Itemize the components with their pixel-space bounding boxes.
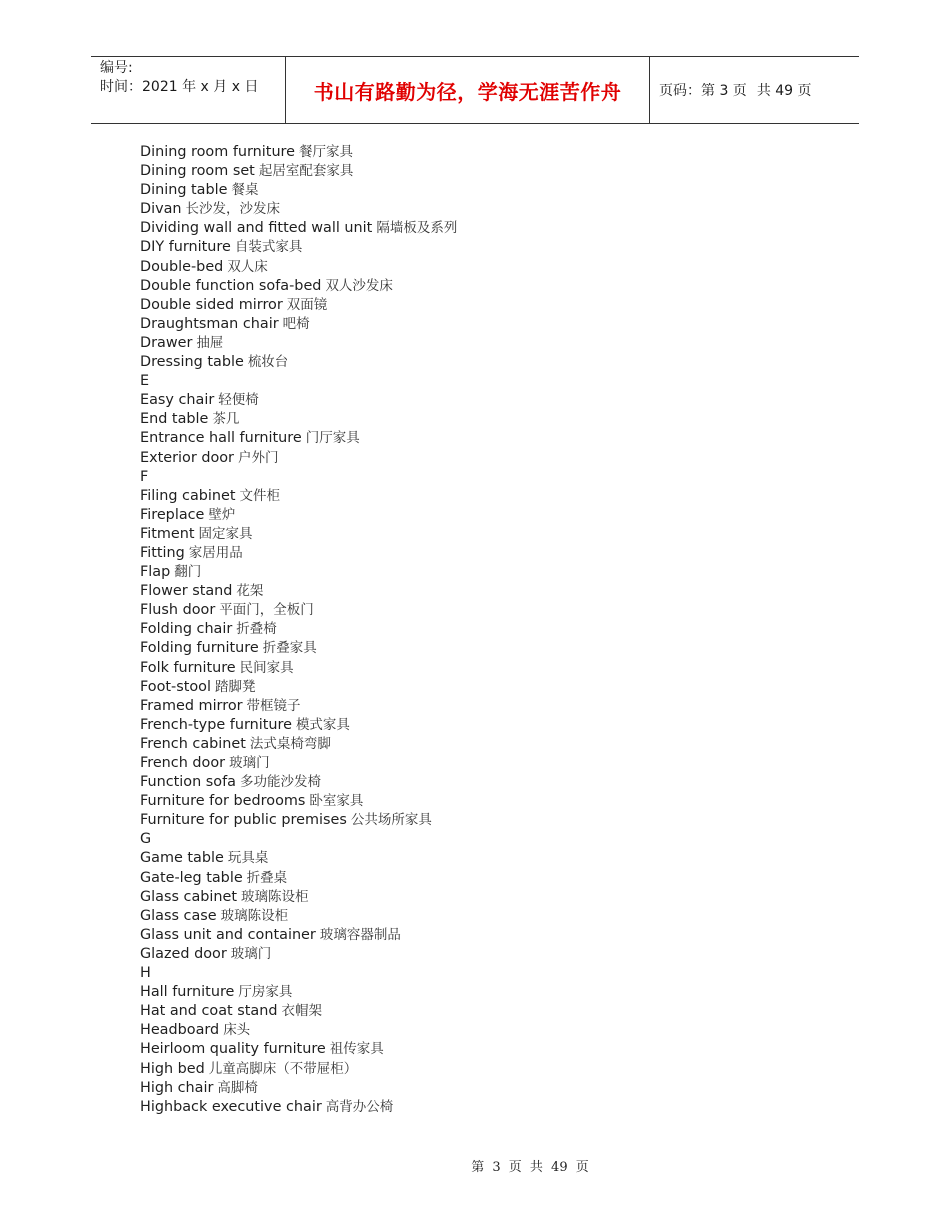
- entry-chinese: 壁炉: [208, 506, 236, 523]
- glossary-entry: [140, 945, 457, 964]
- entry-english: DIY furniture: [140, 239, 231, 256]
- glossary-entry: [140, 238, 457, 257]
- glossary-entry: [140, 659, 457, 678]
- header-info-cell: [91, 57, 286, 123]
- entry-chinese: 自装式家具: [234, 239, 303, 256]
- section-letter: [140, 964, 457, 983]
- entry-english: Game table: [140, 850, 224, 867]
- glossary-entry: [140, 544, 457, 563]
- entry-english: Function sofa: [140, 774, 236, 791]
- entry-english: Fitting: [140, 544, 185, 561]
- entry-english: Folding chair: [140, 621, 233, 638]
- entry-english: Entrance hall furniture: [140, 430, 302, 447]
- glossary-entry: [140, 525, 457, 544]
- entry-chinese: 折叠家具: [262, 640, 317, 657]
- glossary-entry: [140, 487, 457, 506]
- glossary-entry: [140, 391, 457, 410]
- entry-chinese: 法式桌椅弯脚: [249, 735, 331, 752]
- document-time-label: 时间：2021 年 x 月 x 日: [100, 79, 259, 95]
- entry-chinese: 衣帽架: [281, 1003, 322, 1020]
- glossary-entry: [140, 200, 457, 219]
- entry-english: Flush door: [140, 602, 216, 619]
- glossary-entry: [140, 1079, 457, 1098]
- entry-chinese: 厅房家具: [238, 984, 293, 1001]
- glossary-entry: [140, 697, 457, 716]
- entry-english: Glass case: [140, 907, 217, 924]
- glossary-entry: [140, 735, 457, 754]
- header-page-number: 页码：第 3 页: [659, 83, 747, 99]
- entry-chinese: 公共场所家具: [350, 812, 432, 829]
- glossary-entry: [140, 601, 457, 620]
- entry-english: Folding furniture: [140, 640, 259, 657]
- entry-english: Divan: [140, 201, 182, 218]
- document-number-label: 编号:: [100, 60, 133, 76]
- entry-english: Heirloom quality furniture: [140, 1041, 326, 1058]
- entry-english: High bed: [140, 1060, 205, 1077]
- entry-chinese: 玻璃容器制品: [319, 926, 401, 943]
- entry-english: Hat and coat stand: [140, 1003, 278, 1020]
- entry-english: Filing cabinet: [140, 487, 236, 504]
- entry-english: Dining room set: [140, 163, 255, 180]
- glossary-entry: [140, 754, 457, 773]
- glossary-entry: [140, 849, 457, 868]
- glossary-entry: [140, 926, 457, 945]
- entry-chinese: 文件柜: [239, 487, 281, 504]
- entry-english: French door: [140, 755, 226, 771]
- entry-english: Furniture for public premises: [140, 812, 347, 829]
- entry-chinese: 祖传家具: [329, 1041, 384, 1058]
- glossary-entry: [140, 563, 457, 582]
- entry-chinese: 餐桌: [231, 182, 259, 199]
- glossary-entry: [140, 296, 457, 315]
- entry-chinese: 轻便椅: [218, 392, 259, 409]
- entry-english: Dressing table: [140, 354, 244, 371]
- entry-english: Dining table: [140, 182, 228, 199]
- entry-english: G: [140, 831, 152, 848]
- page-footer: 第 3 页 共 49 页: [471, 1160, 589, 1175]
- entry-english: Highback executive chair: [140, 1098, 322, 1115]
- section-letter: [140, 372, 457, 391]
- entry-chinese: 带框镜子: [246, 697, 301, 714]
- entry-chinese: 起居室配套家具: [258, 163, 354, 180]
- glossary-entry: [140, 143, 457, 162]
- glossary-entry: [140, 1002, 457, 1021]
- entry-english: Glass cabinet: [140, 888, 238, 905]
- glossary-entry: [140, 353, 457, 372]
- entry-chinese: 茶几: [212, 411, 240, 428]
- glossary-entry: [140, 258, 457, 277]
- entry-english: Flower stand: [140, 583, 233, 600]
- page-header: [91, 56, 859, 124]
- entry-english: Easy chair: [140, 392, 215, 409]
- entry-english: Headboard: [140, 1022, 220, 1039]
- entry-english: French cabinet: [140, 735, 246, 752]
- entry-chinese: 门厅家具: [305, 430, 360, 447]
- entry-chinese: 长沙发，沙发床: [185, 201, 281, 218]
- entry-english: Fireplace: [140, 506, 205, 523]
- entry-chinese: 多功能沙发椅: [239, 774, 321, 791]
- entry-english: Exterior door: [140, 449, 234, 466]
- entry-chinese: 吧椅: [282, 315, 310, 332]
- entry-english: Fitment: [140, 525, 195, 542]
- entry-english: Glazed door: [140, 945, 227, 962]
- entry-english: Folk furniture: [140, 659, 236, 676]
- glossary-entry: [140, 277, 457, 296]
- glossary-entry: [140, 620, 457, 639]
- entry-english: Double sided mirror: [140, 296, 283, 313]
- entry-english: Glass unit and container: [140, 926, 316, 943]
- glossary-entry: [140, 449, 457, 468]
- glossary-entry: [140, 983, 457, 1002]
- entry-chinese: 模式家具: [295, 716, 350, 733]
- entry-chinese: 抽屉: [196, 334, 224, 351]
- entry-english: Flap: [140, 564, 171, 581]
- glossary-entry: [140, 792, 457, 811]
- entry-chinese: 翻门: [174, 564, 202, 581]
- entry-chinese: 折叠椅: [236, 621, 277, 638]
- entry-english: Drawer: [140, 334, 193, 351]
- entry-english: High chair: [140, 1079, 214, 1096]
- entry-chinese: 玻璃陈设柜: [241, 888, 309, 905]
- header-page-total: 共 49 页: [756, 83, 812, 99]
- entry-english: Double-bed: [140, 258, 224, 275]
- entry-english: Dividing wall and fitted wall unit: [140, 220, 373, 237]
- entry-chinese: 双人床: [227, 258, 268, 275]
- glossary-entry: [140, 716, 457, 735]
- glossary-entry: [140, 639, 457, 658]
- entry-chinese: 户外门: [237, 449, 279, 466]
- entry-english: H: [140, 965, 151, 982]
- entry-chinese: 床头: [223, 1022, 251, 1039]
- entry-english: Dining room furniture: [140, 144, 296, 160]
- entry-english: Framed mirror: [140, 697, 243, 714]
- glossary-entry: [140, 907, 457, 926]
- glossary-list: [140, 143, 457, 1117]
- entry-chinese: 玻璃门: [229, 755, 270, 771]
- glossary-entry: [140, 410, 457, 429]
- entry-chinese: 玻璃门: [230, 945, 272, 962]
- entry-chinese: 玻璃陈设柜: [220, 907, 289, 924]
- glossary-entry: [140, 869, 457, 888]
- glossary-entry: [140, 773, 457, 792]
- entry-english: Furniture for bedrooms: [140, 793, 306, 810]
- entry-chinese: 卧室家具: [309, 793, 364, 810]
- entry-english: French-type furniture: [140, 716, 292, 733]
- section-letter: [140, 468, 457, 487]
- header-motto: 书山有路勤为径，学海无涯苦作舟: [286, 57, 650, 123]
- entry-english: Gate-leg table: [140, 869, 243, 886]
- entry-chinese: 儿童高脚床（不带屉柜）: [208, 1060, 358, 1077]
- glossary-entry: [140, 334, 457, 353]
- entry-chinese: 折叠桌: [246, 869, 288, 886]
- glossary-entry: [140, 162, 457, 181]
- glossary-entry: [140, 1040, 457, 1059]
- entry-chinese: 餐厅家具: [299, 144, 354, 160]
- glossary-entry: [140, 219, 457, 238]
- entry-chinese: 隔墙板及系列: [376, 220, 458, 237]
- glossary-entry: [140, 1098, 457, 1117]
- entry-chinese: 民间家具: [239, 659, 294, 676]
- entry-english: F: [140, 468, 149, 485]
- entry-chinese: 高背办公椅: [325, 1098, 394, 1115]
- glossary-entry: [140, 506, 457, 525]
- entry-chinese: 高脚椅: [217, 1079, 258, 1096]
- section-letter: [140, 830, 457, 849]
- glossary-entry: [140, 181, 457, 200]
- entry-chinese: 梳妆台: [247, 354, 289, 371]
- entry-chinese: 双人沙发床: [325, 277, 393, 294]
- header-page-cell: [650, 57, 859, 123]
- entry-english: E: [140, 373, 150, 390]
- entry-english: Foot-stool: [140, 678, 211, 695]
- entry-chinese: 花架: [236, 583, 264, 600]
- entry-english: Double function sofa-bed: [140, 277, 322, 294]
- glossary-entry: [140, 582, 457, 601]
- glossary-entry: [140, 1021, 457, 1040]
- entry-chinese: 家居用品: [188, 544, 243, 561]
- entry-chinese: 固定家具: [198, 525, 253, 542]
- entry-chinese: 平面门，全板门: [219, 602, 314, 619]
- glossary-entry: [140, 678, 457, 697]
- glossary-entry: [140, 429, 457, 448]
- entry-english: Draughtsman chair: [140, 315, 279, 332]
- glossary-entry: [140, 888, 457, 907]
- entry-chinese: 踏脚凳: [214, 678, 256, 695]
- entry-chinese: 玩具桌: [227, 850, 269, 867]
- glossary-entry: [140, 315, 457, 334]
- glossary-entry: [140, 811, 457, 830]
- entry-english: Hall furniture: [140, 984, 235, 1001]
- entry-english: End table: [140, 411, 209, 428]
- glossary-entry: [140, 1060, 457, 1079]
- entry-chinese: 双面镜: [286, 296, 328, 313]
